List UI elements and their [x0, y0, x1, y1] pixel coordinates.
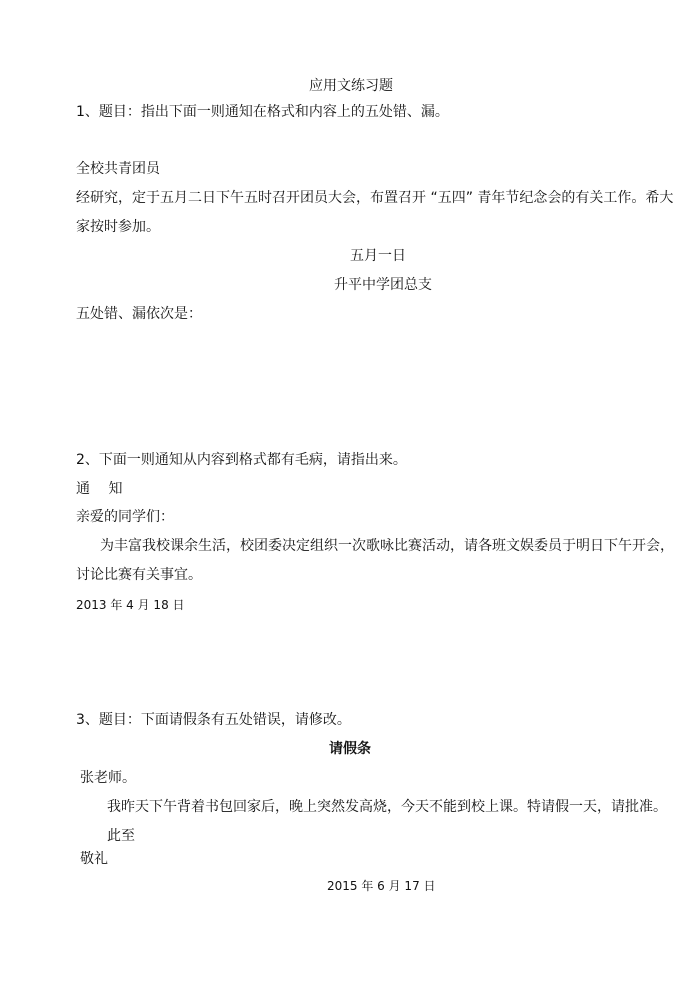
q3-heading: 请假条: [329, 741, 371, 757]
q1-body-line2: 家按时参加。: [76, 219, 160, 235]
q3-closing1: 此至: [107, 828, 135, 844]
q1-signature: 升平中学团总支: [334, 277, 432, 293]
q2-date: 2013 年 4 月 18 日: [76, 598, 185, 612]
q3-body: 我昨天下午背着书包回家后，晚上突然发高烧，今天不能到校上课。特请假一天，请批准。: [107, 799, 667, 815]
q2-question: 2、下面一则通知从内容到格式都有毛病，请指出来。: [76, 452, 407, 468]
q1-question: 1、题目：指出下面一则通知在格式和内容上的五处错、漏。: [76, 104, 449, 120]
q1-body-line1: 经研究，定于五月二日下午五时召开团员大会，布置召开 “五四” 青年节纪念会的有关工作。希大: [76, 190, 674, 206]
q3-salutation: 张老师。: [80, 770, 136, 786]
q3-date: 2015 年 6 月 17 日: [327, 879, 436, 893]
q3-question: 3、题目：下面请假条有五处错误，请修改。: [76, 712, 351, 728]
q2-salutation: 亲爱的同学们：: [76, 509, 174, 525]
q1-salutation: 全校共青团员: [76, 161, 160, 177]
q1-date: 五月一日: [350, 248, 406, 264]
q2-body-line2: 讨论比赛有关事宜。: [76, 567, 202, 583]
q2-body-line1: 为丰富我校课余生活，校团委决定组织一次歌咏比赛活动，请各班文娱委员于明日下午开会，: [100, 538, 674, 554]
q1-answer-prompt: 五处错、漏依次是：: [76, 306, 202, 322]
document-title: 应用文练习题: [309, 78, 393, 94]
q2-heading: 通 知: [76, 481, 123, 497]
q3-closing2: 敬礼: [80, 851, 108, 867]
